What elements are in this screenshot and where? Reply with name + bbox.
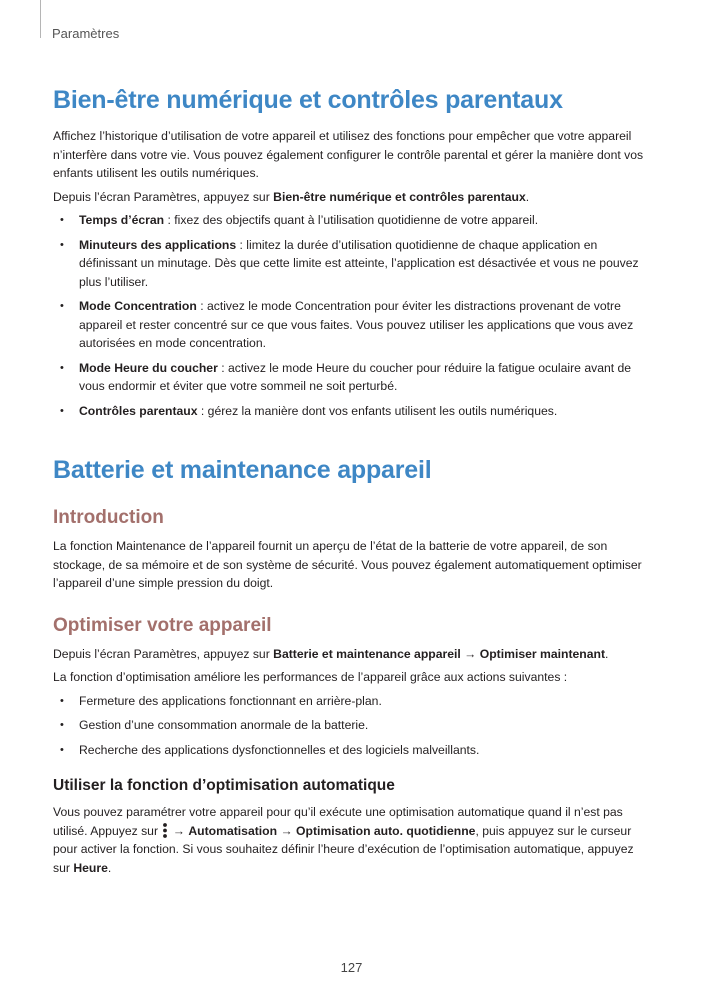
header-label: Paramètres bbox=[52, 26, 120, 41]
item-desc: : activez le mode Heure du coucher pour réduire la fatigue oculaire avant de vous endormir et éviter que votre sommeil ne soit perturbé. bbox=[79, 360, 632, 393]
header-divider bbox=[40, 0, 41, 38]
bullet-icon: • bbox=[60, 300, 64, 312]
optimize-desc: La fonction d’optimisation améliore les performances de l’appareil grâce aux actions suivantes : bbox=[53, 670, 568, 684]
bullet-icon: • bbox=[60, 404, 64, 417]
list-item bbox=[53, 741, 650, 760]
list-item bbox=[53, 692, 650, 711]
page-number: 127 bbox=[340, 960, 363, 975]
page-content bbox=[53, 86, 650, 882]
bullet-icon: • bbox=[60, 719, 64, 731]
list-item bbox=[53, 236, 650, 292]
optimize-bold-1: Batterie et maintenance appareil bbox=[273, 646, 461, 661]
item-text: Recherche des applications dysfonctionnelles et des logiciels malveillants. bbox=[79, 742, 480, 757]
digital-wellbeing-list bbox=[53, 211, 650, 420]
bullet-icon: • bbox=[60, 694, 64, 707]
list-item bbox=[53, 402, 650, 421]
arrow-icon: → bbox=[460, 646, 480, 661]
auto-optimize-heading: Utiliser la fonction d’optimisation automatique bbox=[53, 777, 395, 794]
bullet-icon: • bbox=[60, 214, 64, 226]
item-term: Minuteurs des applications bbox=[79, 237, 237, 252]
optimize-bold-2: Optimiser maintenant bbox=[479, 646, 606, 661]
auto-bold-2: Optimisation auto. quotidienne bbox=[296, 823, 476, 838]
item-desc: : gérez la manière dont vos enfants utilisent les outils numériques. bbox=[197, 403, 558, 418]
optimize-path bbox=[53, 645, 650, 664]
item-term: Mode Concentration bbox=[79, 299, 197, 313]
path-prefix: Depuis l’écran Paramètres, appuyez sur bbox=[53, 189, 274, 204]
optimize-heading: Optimiser votre appareil bbox=[53, 614, 272, 636]
bullet-icon: • bbox=[60, 238, 64, 251]
arrow-icon: → bbox=[169, 823, 189, 838]
section-title-digital-wellbeing: Bien-être numérique et contrôles parentaux bbox=[53, 86, 563, 114]
list-item bbox=[53, 716, 650, 735]
item-text: Gestion d’une consommation anormale de la batterie. bbox=[79, 718, 369, 732]
item-term: Temps d’écran bbox=[79, 213, 165, 227]
item-term: Contrôles parentaux bbox=[79, 403, 198, 418]
auto-optimize-text bbox=[53, 803, 650, 877]
introduction-heading: Introduction bbox=[53, 507, 164, 528]
item-desc: : fixez des objectifs quant à l’utilisation quotidienne de votre appareil. bbox=[164, 213, 539, 227]
section-title-battery: Batterie et maintenance appareil bbox=[53, 456, 432, 484]
optimize-list bbox=[53, 692, 650, 760]
bullet-icon: • bbox=[60, 743, 64, 756]
path-bold: Bien-être numérique et contrôles parentaux bbox=[273, 189, 526, 204]
auto-text-3: . bbox=[107, 860, 112, 875]
optimize-prefix: Depuis l’écran Paramètres, appuyez sur bbox=[53, 646, 274, 661]
auto-bold-3: Heure bbox=[73, 860, 108, 875]
list-item bbox=[53, 297, 650, 353]
item-text: Fermeture des applications fonctionnant en arrière-plan. bbox=[79, 693, 382, 708]
digital-wellbeing-path bbox=[53, 188, 650, 207]
auto-text-1: Vous pouvez paramétrer votre appareil pour qu’il exécute une optimisation automatique quand il n’est pas utilisé. Appuyez sur bbox=[53, 805, 623, 838]
arrow-icon: → bbox=[277, 823, 297, 838]
path-suffix: . bbox=[525, 189, 530, 204]
auto-bold-1: Automatisation bbox=[188, 823, 278, 838]
list-item bbox=[53, 359, 650, 396]
introduction-text: La fonction Maintenance de l’appareil fournit un aperçu de l’état de la batterie de votre appareil, de son stockage, de sa mémoire et de son système de sécurité. Vous pouvez également automatiquement optimiser l’appareil d’une simple pression du doigt. bbox=[53, 539, 642, 590]
more-options-icon bbox=[162, 823, 168, 838]
optimize-suffix: . bbox=[605, 646, 609, 661]
digital-wellbeing-intro: Affichez l’historique d’utilisation de votre appareil et utilisez des fonctions pour empêcher que votre appareil n’interfère dans votre vie. Vous pouvez également configurer le contrôle parental et gérer la manière dont vos enfants utilisent les outils numériques. bbox=[53, 129, 644, 180]
bullet-icon: • bbox=[60, 361, 64, 374]
item-desc: : activez le mode Concentration pour éviter les distractions provenant de votre appareil et rester concentré sur ce que vous faites. Vous pouvez utiliser les applications que vous avez autorisées en mode concentration. bbox=[79, 299, 634, 350]
auto-text-2: , puis appuyez sur le curseur pour activer la fonction. Si vous souhaitez définir l’heure d’exécution de l’optimisation automatique, appuyez sur bbox=[53, 823, 634, 875]
item-term: Mode Heure du coucher bbox=[79, 360, 218, 375]
item-desc: : limitez la durée d’utilisation quotidienne de chaque application en définissant un minutage. Dès que cette limite est atteinte, l’application est désactivée et vous ne pouvez plus l’utiliser. bbox=[79, 237, 639, 289]
list-item bbox=[53, 211, 650, 230]
